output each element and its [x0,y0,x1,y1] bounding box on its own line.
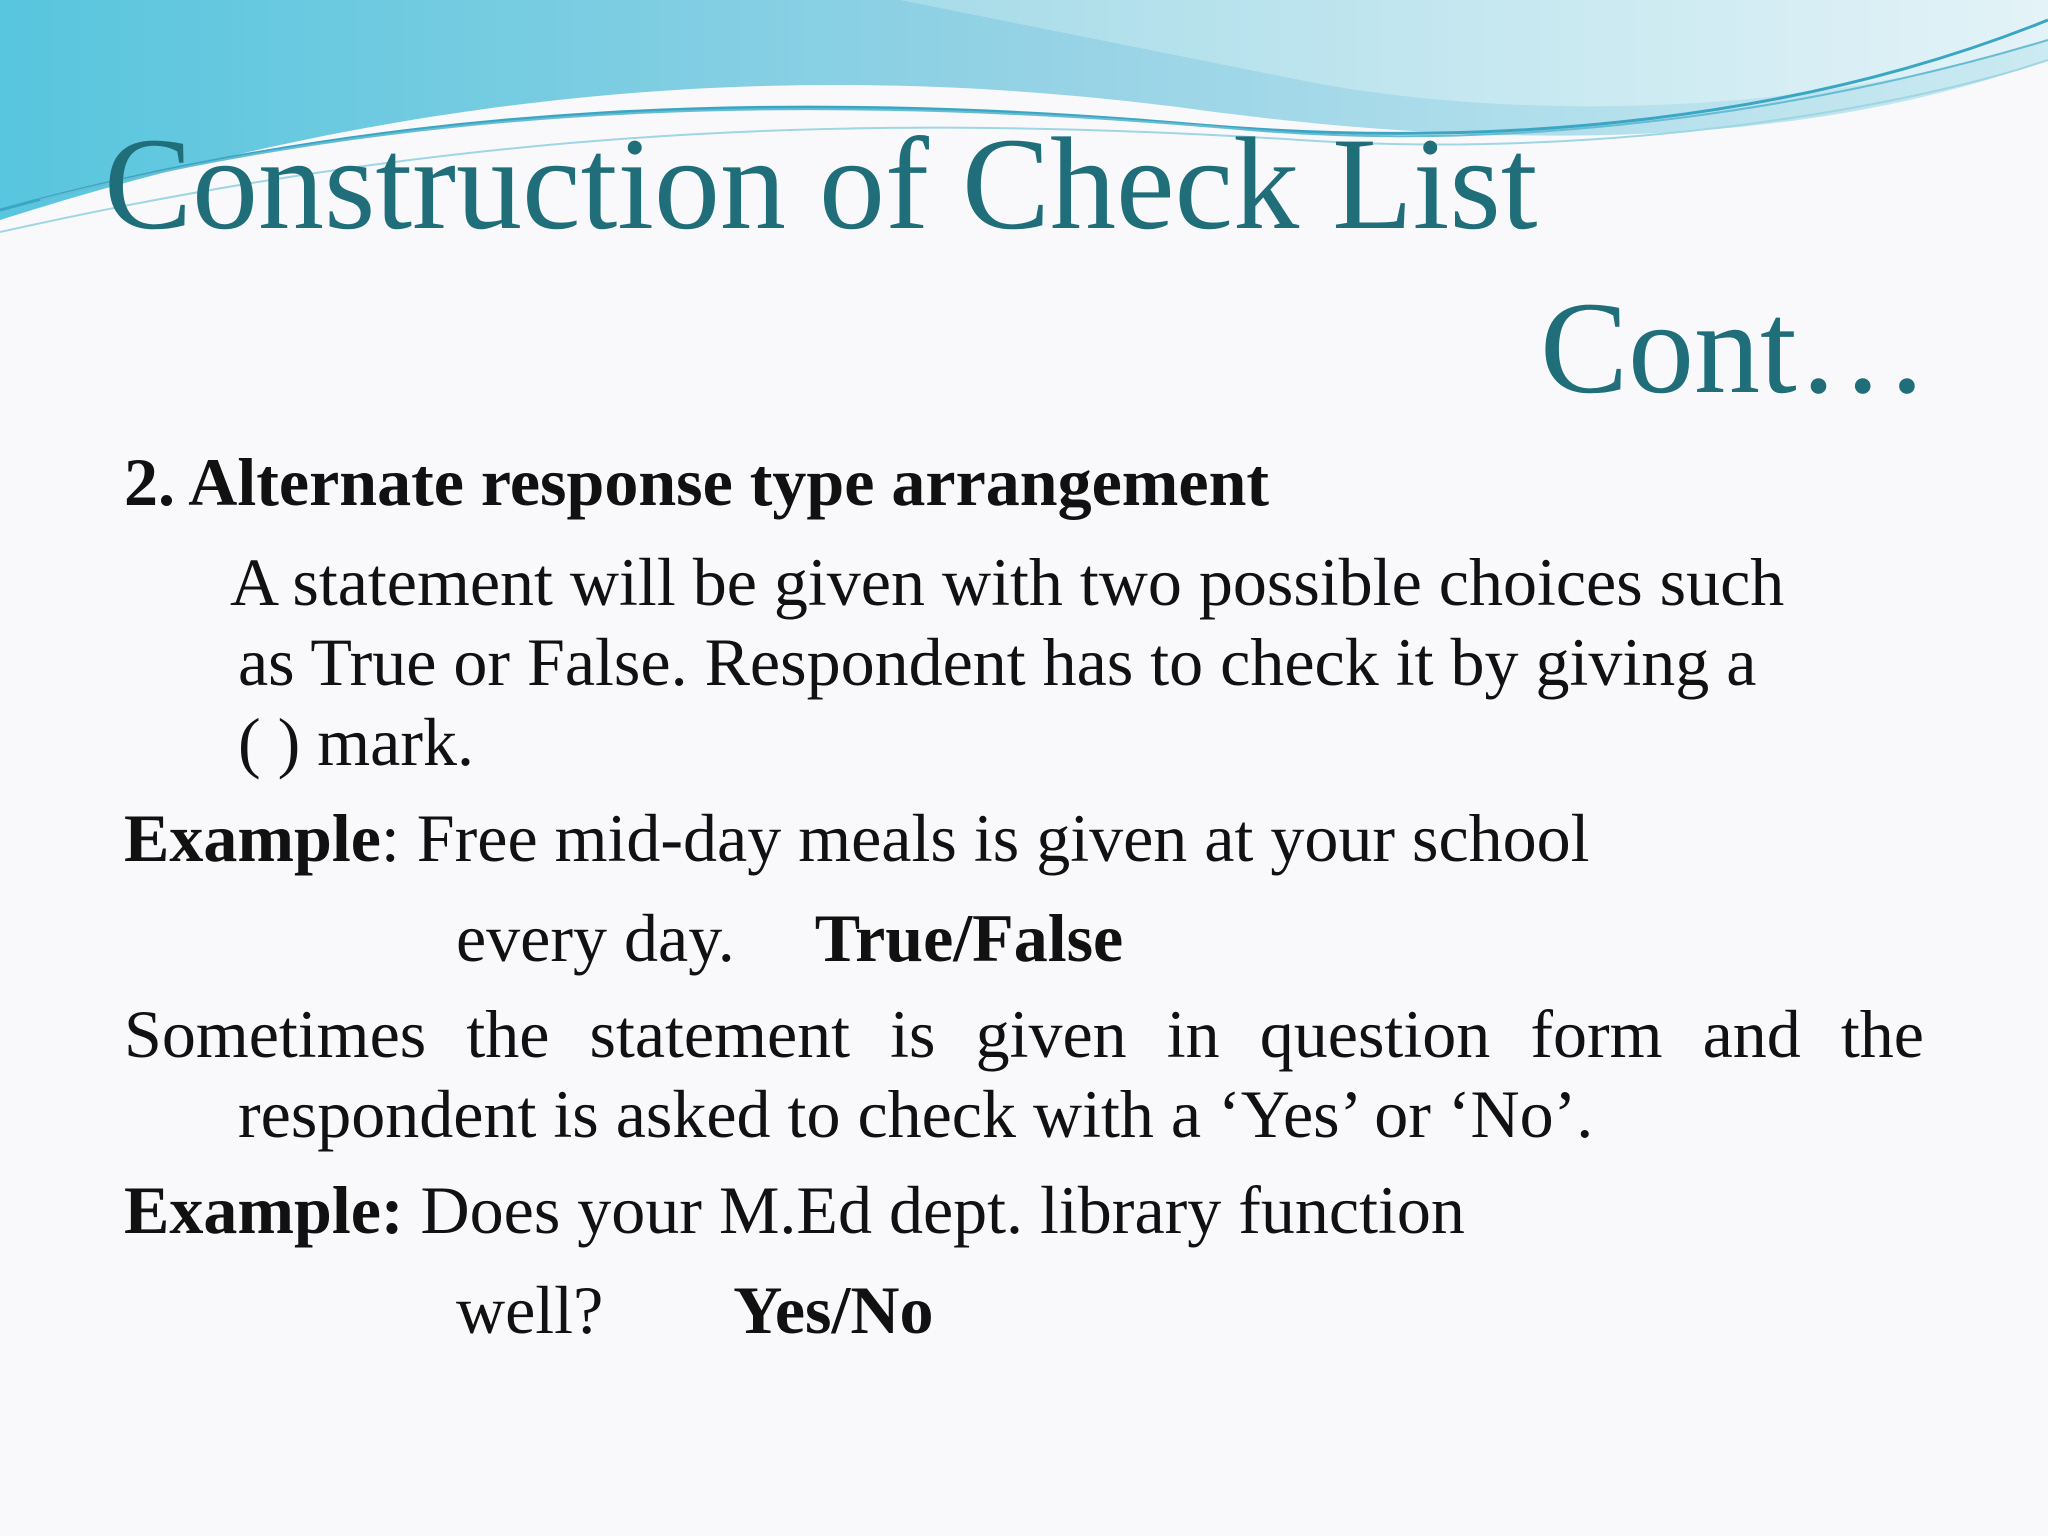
word: question [1259,996,1491,1072]
example-1-label: Example [124,800,381,876]
example-1 [124,798,1590,878]
example-2 [124,1170,1465,1250]
word: the [1840,996,1924,1072]
example-1-answer: True/False [814,900,1124,976]
word: is [890,996,936,1072]
description-line-1: A statement will be given with two possible choices such [230,544,1785,620]
word: form [1530,996,1663,1072]
word: in [1166,996,1220,1072]
example-2-text: Does your M.Ed dept. library function [403,1172,1465,1248]
example-2-continuation-text: well? [456,1272,604,1348]
word: the [466,996,550,1072]
section-heading: 2. Alternate response type arrangement [124,444,1270,520]
word: and [1702,996,1801,1072]
example-2-label: Example: [124,1172,404,1248]
example-2-continuation [456,1270,933,1350]
sometimes-line-2: respondent is asked to check with a ‘Yes’ or ‘No’. [238,1076,1594,1152]
slide-title: Construction of Check List [104,110,1538,257]
description-line-2: as True or False. Respondent has to check it by giving a [238,624,1757,700]
word: statement [589,996,851,1072]
slide-title-continuation: Cont… [1540,274,1929,421]
sometimes-line-1 [124,994,1924,1074]
description-line-3: ( ) mark. [238,704,475,780]
example-1-continuation-text: every day. [456,900,735,976]
word: Sometimes [124,996,427,1072]
example-1-continuation [456,898,1123,978]
example-2-answer: Yes/No [733,1272,934,1348]
word: given [975,996,1127,1072]
example-1-text: : Free mid-day meals is given at your school [380,800,1590,876]
